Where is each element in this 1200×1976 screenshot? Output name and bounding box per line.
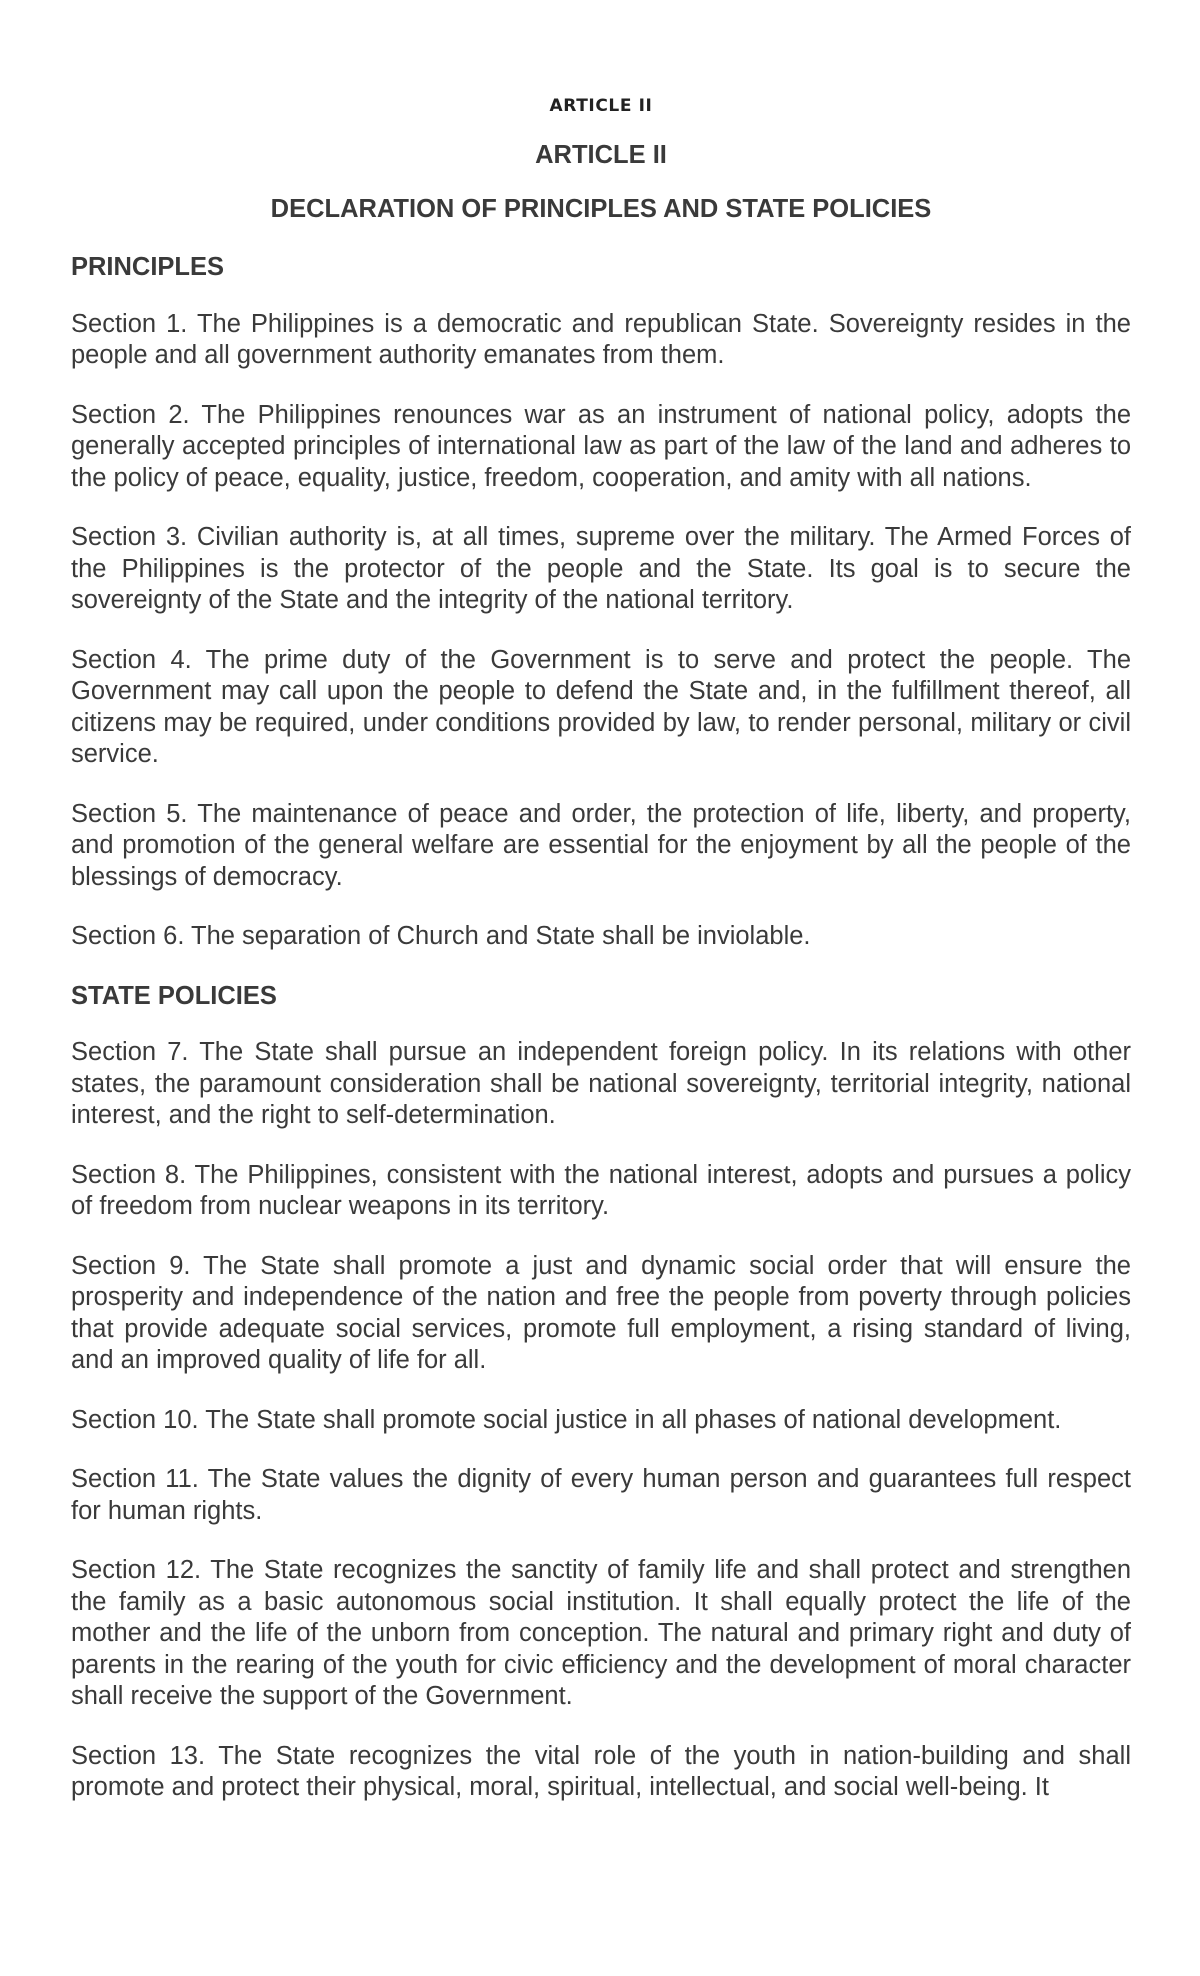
- principles-heading: PRINCIPLES: [71, 253, 225, 282]
- section-3: Section 3. Civilian authority is, at all times, supreme over the military. The Armed Forces of the Philippines is the protector of the people and the State. Its goal is to secure the sovereignty of the State and the integrity of the national territory.: [71, 523, 1131, 615]
- state-policies-heading: STATE POLICIES: [71, 981, 277, 1010]
- section-5: Section 5. The maintenance of peace and order, the protection of life, liberty, and property, and promotion of the general welfare are essential for the enjoyment by all the people of the blessings of democracy.: [71, 799, 1131, 891]
- section-10: Section 10. The State shall promote social justice in all phases of national development.: [71, 1405, 1062, 1434]
- article-title: ARTICLE II: [535, 141, 667, 169]
- article-subtitle: DECLARATION OF PRINCIPLES AND STATE POLICIES: [270, 194, 932, 223]
- section-12: Section 12. The State recognizes the sanctity of family life and shall protect and strengthen the family as a basic autonomous social institution. It shall equally protect the life of the mother and the life of the unborn from conception. The natural and primary right and duty of parents in the rearing of the youth for civic efficiency and the development of moral character shall receive the support of the Government.: [71, 1556, 1131, 1711]
- section-6: Section 6. The separation of Church and State shall be inviolable.: [71, 922, 811, 951]
- document-page: [71, 96, 1131, 1804]
- section-11: Section 11. The State values the dignity of every human person and guarantees full respect for human rights.: [71, 1465, 1131, 1525]
- section-4: Section 4. The prime duty of the Government is to serve and protect the people. The Government may call upon the people to defend the State and, in the fulfillment thereof, all citizens may be required, under conditions provided by law, to render personal, military or civil service.: [71, 645, 1131, 769]
- running-header: ARTICLE II: [549, 96, 653, 116]
- section-1: Section 1. The Philippines is a democratic and republican State. Sovereignty resides in the people and all government authority emanates from them.: [71, 309, 1131, 370]
- section-9: Section 9. The State shall promote a just and dynamic social order that will ensure the prosperity and independence of the nation and free the people from poverty through policies that provide adequate social services, promote full employment, a rising standard of living, and an improved quality of life for all.: [71, 1251, 1131, 1375]
- section-2: Section 2. The Philippines renounces war as an instrument of national policy, adopts the generally accepted principles of international law as part of the law of the land and adheres to the policy of peace, equality, justice, freedom, cooperation, and amity with all nations.: [71, 400, 1131, 492]
- section-7: Section 7. The State shall pursue an independent foreign policy. In its relations with other states, the paramount consideration shall be national sovereignty, territorial integrity, national interest, and the right to self-determination.: [71, 1038, 1131, 1130]
- section-13: Section 13. The State recognizes the vital role of the youth in nation-building and shall promote and protect their physical, moral, spiritual, intellectual, and social well-being. It: [71, 1741, 1131, 1802]
- section-8: Section 8. The Philippines, consistent with the national interest, adopts and pursues a policy of freedom from nuclear weapons in its territory.: [71, 1160, 1131, 1221]
